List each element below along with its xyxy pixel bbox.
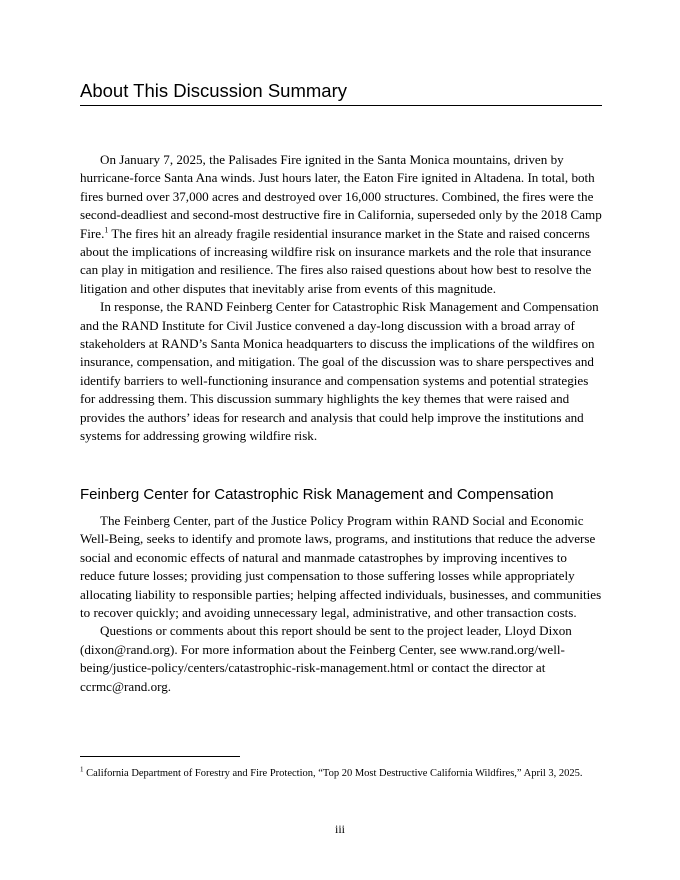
contact-paragraph: Questions or comments about this report should be sent to the project leader, Lloyd Dixon (dixon@rand.org). For more information about the Feinberg Center, see www.rand.org/well-being/justice-policy/centers/catastrophic-risk-management.html or contact the director at ccrmc@rand.org. bbox=[80, 623, 572, 694]
title-underline bbox=[80, 105, 602, 106]
intro-paragraph-1 bbox=[80, 151, 602, 298]
footnote bbox=[80, 766, 602, 782]
page-number: iii bbox=[334, 822, 345, 836]
footnote-separator bbox=[80, 756, 240, 757]
feinberg-section bbox=[80, 512, 602, 696]
paragraph-text: On January 7, 2025, the Palisades Fire ignited in the Santa Monica mountains, driven by hurricane-force Santa Ana winds. Just hours later, the Eaton Fire ignited in Altadena. In total, both fires burned over 37,000 acres and destroyed over 16,000 structures. Combined, the fires were the second-deadliest and second-most destructive fire in California, superseded only by the 2018 Camp Fire. bbox=[80, 152, 602, 241]
footnote-marker: 1 bbox=[80, 765, 84, 774]
feinberg-paragraph-1: The Feinberg Center, part of the Justice Policy Program within RAND Social and Economic Well-Being, seeks to identify and promote laws, programs, and institutions that reduce the adverse social and economic effects of natural and manmade catastrophes by improving incentives to reduce future losses; providing just compensation to those suffering losses while appropriately allocating liability to responsible parties; helping affected individuals, businesses, and communities to recover quickly; and avoiding unnecessary legal, administrative, and other transaction costs. bbox=[80, 513, 602, 621]
paragraph-text: The fires hit an already fragile residential insurance market in the State and raised concerns about the implications of increasing wildfire risk on insurance markets and the role that insurance can play in mitigation and resilience. The fires also raised questions about how best to resolve the litigation and other disputes that inevitably arise from events of this magnitude. bbox=[80, 225, 592, 296]
section-heading: Feinberg Center for Catastrophic Risk Management and Compensation bbox=[80, 486, 554, 503]
footnote-text: California Department of Forestry and Fire Protection, “Top 20 Most Destructive California Wildfires,” April 3, 2025. bbox=[83, 768, 583, 779]
intro-section bbox=[80, 151, 602, 446]
page-title: About This Discussion Summary bbox=[80, 80, 347, 101]
footnote-reference: 1 bbox=[104, 225, 109, 235]
intro-paragraph-2: In response, the RAND Feinberg Center for Catastrophic Risk Management and Compensation and the RAND Institute for Civil Justice convened a day-long discussion with a broad array of stakeholders at RAND’s Santa Monica headquarters to discuss the implications of the wildfires on insurance, compensation, and mitigation. The goal of the discussion was to share perspectives and identify barriers to well-functioning insurance and compensation systems and potential strategies for addressing them. This discussion summary highlights the key themes that were raised and provides the authors’ ideas for research and analysis that could help improve the institutions and systems for addressing growing wildfire risk. bbox=[80, 299, 599, 444]
